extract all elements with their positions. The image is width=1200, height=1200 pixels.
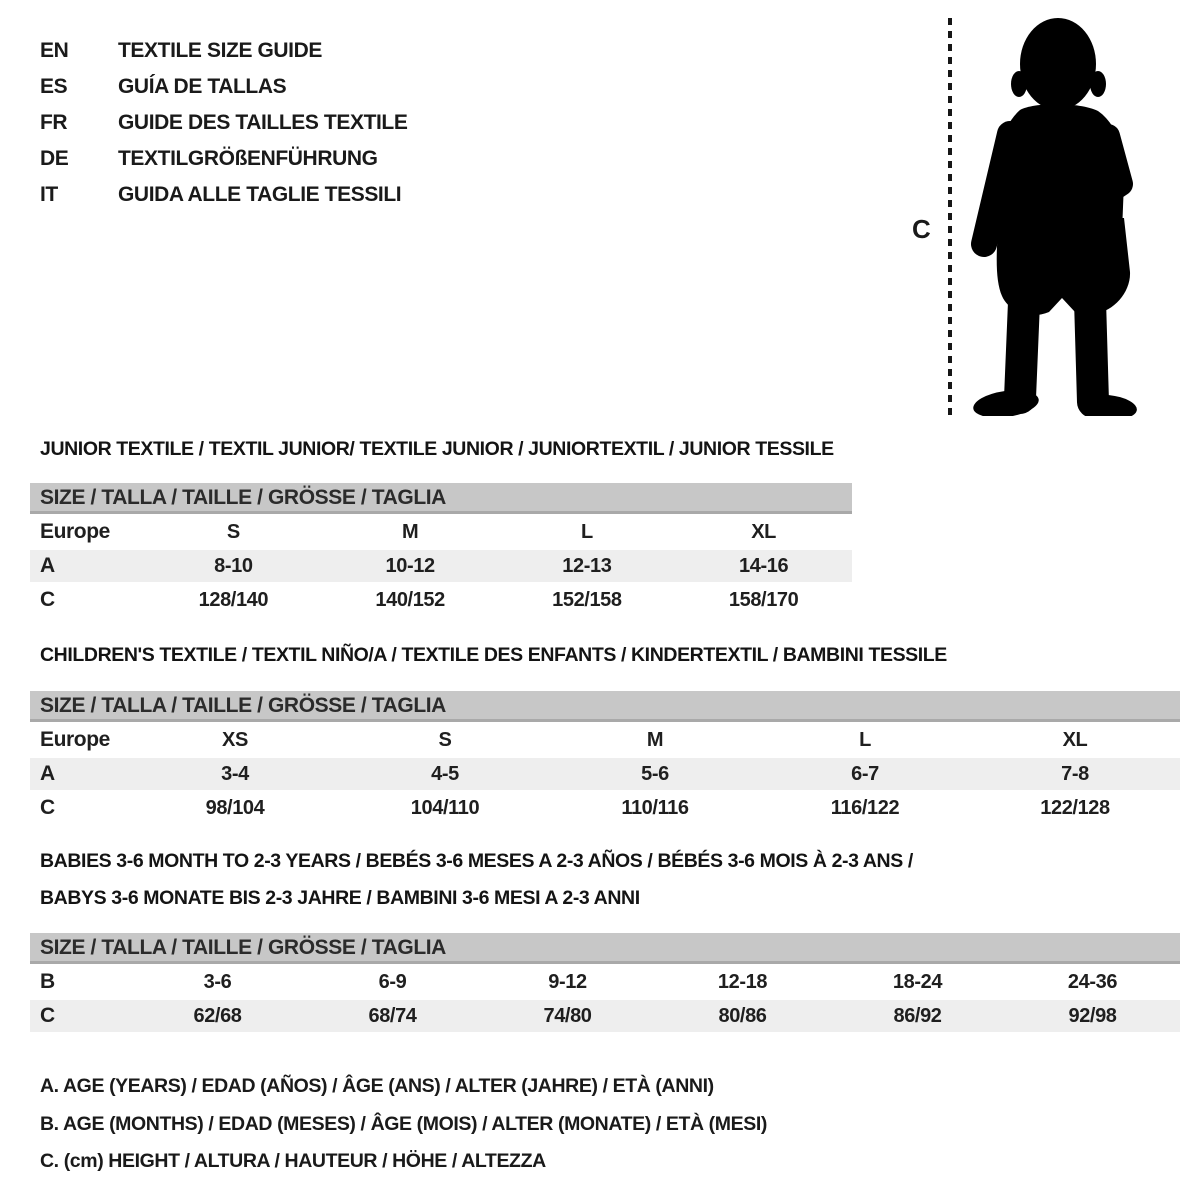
height-measure-label: C <box>912 214 931 244</box>
value-cell: 6-9 <box>378 970 407 993</box>
value-cell: 12-13 <box>499 550 676 582</box>
language-title: GUÍA DE TALLAS <box>118 75 287 98</box>
babies-section-title <box>40 843 913 917</box>
language-row-fr <box>40 105 407 141</box>
size-header-bar: SIZE / TALLA / TAILLE / GRÖSSE / TAGLIA <box>30 483 852 514</box>
legend-line-b: B. AGE (MONTHS) / EDAD (MESES) / ÂGE (MOIS) / ALTER (MONATE) / ETÀ (MESI) <box>40 1112 767 1135</box>
value-cell: 10-12 <box>322 550 499 582</box>
value-cell: 24-36 <box>1067 970 1118 993</box>
row-label: C <box>40 796 55 819</box>
table-row-age <box>30 758 1180 790</box>
row-label: A <box>30 758 130 790</box>
language-title: TEXTILGRÖßENFÜHRUNG <box>118 147 378 170</box>
value-cell: 158/170 <box>728 588 799 611</box>
size-cell: XL <box>1062 728 1088 751</box>
size-cell: XS <box>222 728 248 751</box>
legend-line-a: A. AGE (YEARS) / EDAD (AÑOS) / ÂGE (ANS) / ALTER (JAHRE) / ETÀ (ANNI) <box>40 1075 714 1097</box>
value-cell: 122/128 <box>1040 796 1110 819</box>
row-label: C <box>40 588 55 611</box>
value-cell: 9-12 <box>548 970 587 993</box>
legend-line-c: C. (cm) HEIGHT / ALTURA / HAUTEUR / HÖHE / ALTEZZA <box>40 1150 546 1172</box>
babies-title-line2: BABYS 3-6 MONATE BIS 2-3 JAHRE / BAMBINI 3-6 MESI A 2-3 ANNI <box>40 887 640 909</box>
value-cell: 128/140 <box>198 588 269 611</box>
row-label: A <box>30 550 145 582</box>
value-cell: 8-10 <box>145 550 322 582</box>
value-cell: 18-24 <box>892 970 943 993</box>
size-cell: M <box>646 728 664 751</box>
language-row-de <box>40 141 407 177</box>
value-cell: 74/80 <box>480 1000 655 1032</box>
row-label: B <box>40 970 55 993</box>
table-header-row <box>30 483 852 514</box>
children-section-title: CHILDREN'S TEXTILE / TEXTIL NIÑO/A / TEXTILE DES ENFANTS / KINDERTEXTIL / BAMBINI TESSILE <box>40 644 947 666</box>
value-cell: 5-6 <box>550 758 760 790</box>
value-cell: 92/98 <box>1005 1000 1180 1032</box>
value-cell: 6-7 <box>760 758 970 790</box>
language-code: DE <box>40 147 69 170</box>
height-measure-dashed-line <box>948 18 952 416</box>
table-header-row <box>30 691 1180 722</box>
value-cell: 80/86 <box>655 1000 830 1032</box>
value-cell: 110/116 <box>621 796 689 819</box>
value-cell: 140/152 <box>375 588 445 611</box>
junior-section-title: JUNIOR TEXTILE / TEXTIL JUNIOR/ TEXTILE JUNIOR / JUNIORTEXTIL / JUNIOR TESSILE <box>40 438 834 460</box>
value-cell: 116/122 <box>830 796 900 819</box>
value-cell: 98/104 <box>205 796 265 819</box>
value-cell: 12-18 <box>717 970 768 993</box>
value-cell: 62/68 <box>130 1000 305 1032</box>
language-title: TEXTILE SIZE GUIDE <box>118 39 322 62</box>
value-cell: 86/92 <box>830 1000 1005 1032</box>
size-cell: S <box>226 520 240 543</box>
row-label: Europe <box>40 520 110 543</box>
table-header-row <box>30 933 1180 964</box>
language-code: EN <box>40 39 69 62</box>
table-row-height <box>30 792 1180 824</box>
table-row-height <box>30 1000 1180 1032</box>
size-cell: L <box>580 520 593 543</box>
value-cell: 152/158 <box>552 588 622 611</box>
value-cell: 68/74 <box>305 1000 480 1032</box>
language-list <box>40 33 407 213</box>
size-cell: XL <box>751 520 776 543</box>
babies-size-table <box>30 931 1180 1034</box>
table-row-height <box>30 584 852 616</box>
toddler-silhouette-icon <box>962 14 1138 416</box>
size-cell: S <box>438 728 452 751</box>
value-cell: 3-6 <box>203 970 232 993</box>
children-size-table <box>30 689 1180 826</box>
language-code: IT <box>40 183 58 206</box>
size-header-bar: SIZE / TALLA / TAILLE / GRÖSSE / TAGLIA <box>30 691 1180 722</box>
table-row-europe <box>30 516 852 548</box>
value-cell: 3-4 <box>130 758 340 790</box>
language-title: GUIDE DES TAILLES TEXTILE <box>118 111 408 134</box>
size-cell: M <box>401 520 419 543</box>
language-row-es <box>40 69 407 105</box>
row-label: C <box>30 1000 130 1032</box>
language-code: FR <box>40 111 68 134</box>
junior-size-table <box>30 481 852 618</box>
value-cell: 4-5 <box>340 758 550 790</box>
size-cell: L <box>859 728 871 751</box>
table-row-age <box>30 550 852 582</box>
babies-title-line1: BABIES 3-6 MONTH TO 2-3 YEARS / BEBÉS 3-6 MESES A 2-3 AÑOS / BÉBÉS 3-6 MOIS À 2-3 ANS / <box>40 850 913 872</box>
language-title: GUIDA ALLE TAGLIE TESSILI <box>118 183 402 206</box>
row-label: Europe <box>40 728 110 751</box>
language-code: ES <box>40 75 68 98</box>
value-cell: 7-8 <box>970 758 1180 790</box>
value-cell: 14-16 <box>675 550 852 582</box>
language-row-en <box>40 33 407 69</box>
size-header-bar: SIZE / TALLA / TAILLE / GRÖSSE / TAGLIA <box>30 933 1180 964</box>
value-cell: 104/110 <box>410 796 480 819</box>
language-row-it <box>40 177 407 213</box>
table-row-europe <box>30 724 1180 756</box>
legend <box>40 1068 767 1181</box>
table-row-months <box>30 966 1180 998</box>
